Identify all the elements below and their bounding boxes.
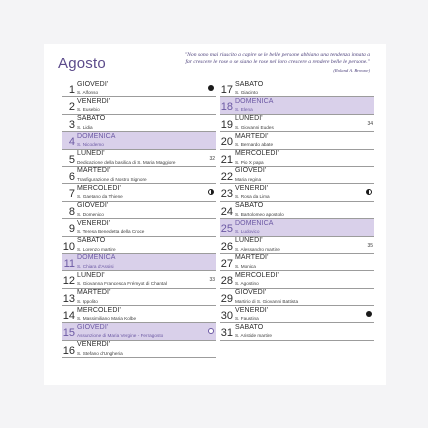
saint-name: S. Lorenzo martire: [77, 246, 116, 252]
weekday-name: LUNEDI': [77, 271, 105, 279]
weekday-name: VENERDI': [77, 219, 111, 227]
day-number: 4: [68, 136, 75, 149]
day-row[interactable]: [62, 289, 216, 306]
moon-phase-icon: [366, 311, 372, 317]
day-row[interactable]: [220, 167, 374, 184]
day-row[interactable]: [220, 150, 374, 167]
saint-name: S. Giacinto: [235, 90, 258, 95]
weekday-name: SABATO: [77, 237, 106, 245]
saint-name: S. Stefano d'Ungheria: [77, 350, 123, 356]
week-number: 32: [209, 155, 215, 162]
week-number: 33: [209, 277, 215, 284]
weekday-name: GIOVEDI': [77, 202, 109, 210]
day-row[interactable]: [220, 184, 374, 201]
weekday-name: MERCOLEDI': [235, 271, 279, 279]
saint-name: S. Nicodemo: [77, 142, 104, 148]
day-row[interactable]: [62, 219, 216, 236]
weekday-name: DOMENICA: [235, 219, 274, 227]
weekday-name: MERCOLEDI': [235, 150, 279, 158]
day-number: 10: [62, 240, 75, 253]
day-row[interactable]: [62, 237, 216, 254]
saint-name: S. Bartolomeo apostolo: [235, 211, 284, 217]
week-number: 35: [367, 242, 373, 249]
weekday-name: VENERDI': [77, 97, 111, 105]
weekday-name: GIOVEDI': [235, 167, 267, 175]
weekday-name: MARTEDI': [235, 132, 269, 140]
weekday-name: LUNEDI': [235, 237, 263, 245]
saint-name: S. Gaetano da Thiene: [77, 194, 123, 200]
day-row[interactable]: [220, 323, 374, 340]
saint-name: S. Massimiliano Maria Kolbe: [77, 316, 137, 322]
day-number: 15: [62, 327, 75, 340]
day-number: 9: [68, 223, 75, 236]
days-column-left: [62, 80, 216, 358]
day-number: 23: [220, 188, 233, 201]
weekday-name: SABATO: [77, 115, 106, 123]
day-number: 21: [220, 153, 233, 166]
saint-name: S. Eusebio: [77, 107, 100, 113]
day-number: 18: [220, 101, 233, 114]
day-number: 17: [220, 84, 233, 96]
day-row[interactable]: [62, 132, 216, 149]
weekday-name: MERCOLEDI': [77, 306, 121, 314]
day-number: 30: [220, 310, 233, 323]
moon-phase-icon: [366, 189, 372, 195]
saint-name: S. Bernardo abate: [235, 142, 274, 148]
saint-name: Martirio di S. Giovanni Battista: [235, 298, 299, 304]
weekday-name: MARTEDI': [77, 289, 111, 297]
weekday-name: DOMENICA: [77, 254, 116, 262]
day-row[interactable]: [62, 271, 216, 288]
day-number: 5: [68, 153, 75, 166]
weekday-name: VENERDI': [235, 306, 269, 314]
saint-name: Dedicazione della basilica di S. Maria Maggiore: [77, 159, 176, 165]
day-row[interactable]: [62, 97, 216, 114]
weekday-name: SABATO: [235, 323, 264, 331]
quote-block: [180, 52, 370, 74]
weekday-name: VENERDI': [77, 341, 111, 349]
saint-name: S. Ludovico: [235, 229, 260, 235]
day-number: 19: [220, 118, 233, 131]
day-row[interactable]: [220, 271, 374, 288]
day-number: 6: [68, 170, 75, 183]
day-number: 16: [62, 344, 75, 357]
saint-name: S. Alfonso: [77, 90, 99, 95]
weekday-name: SABATO: [235, 80, 264, 88]
weekday-name: GIOVEDI': [77, 80, 109, 88]
day-number: 24: [220, 205, 233, 218]
saint-name: S. Aristide martire: [235, 333, 272, 339]
day-row[interactable]: [220, 202, 374, 219]
day-number: 7: [68, 188, 75, 201]
weekday-name: SABATO: [235, 202, 264, 210]
day-row[interactable]: [220, 97, 374, 114]
day-row[interactable]: [62, 306, 216, 323]
day-row[interactable]: [62, 80, 216, 97]
day-number: 14: [62, 310, 75, 323]
saint-name: S. Giovanna Francesca Frémyot di Chantal: [77, 281, 167, 287]
saint-name: S. Domenico: [77, 211, 104, 217]
day-row[interactable]: [62, 150, 216, 167]
weekday-name: DOMENICA: [77, 132, 116, 140]
day-row[interactable]: [220, 115, 374, 132]
day-number: 3: [68, 118, 75, 131]
moon-phase-icon: [208, 85, 214, 91]
day-row[interactable]: [220, 237, 374, 254]
weekday-name: GIOVEDI': [235, 289, 267, 297]
day-number: 29: [220, 292, 233, 305]
day-row[interactable]: [62, 323, 216, 340]
day-number: 22: [220, 170, 233, 183]
saint-name: S. Agostino: [235, 281, 259, 287]
day-row[interactable]: [62, 115, 216, 132]
day-row[interactable]: [220, 289, 374, 306]
day-number: 8: [68, 205, 75, 218]
weekday-name: VENERDI': [235, 184, 269, 192]
day-row[interactable]: [220, 132, 374, 149]
weekday-name: MERCOLEDI': [77, 184, 121, 192]
weekday-name: MARTEDI': [235, 254, 269, 262]
day-number: 1: [68, 84, 75, 96]
saint-name: S. Giovanni Eudes: [235, 124, 274, 130]
day-number: 25: [220, 223, 233, 236]
day-row[interactable]: [62, 254, 216, 271]
day-number: 2: [68, 101, 75, 114]
saint-name: Trasfigurazione di Nostro Signore: [77, 176, 147, 182]
saint-name: S. Elena: [235, 107, 253, 113]
day-number: 27: [220, 257, 233, 270]
day-row[interactable]: [62, 184, 216, 201]
weekday-name: DOMENICA: [235, 97, 274, 105]
moon-phase-icon: [208, 328, 214, 334]
day-row[interactable]: [62, 202, 216, 219]
saint-name: S. Alessandro martire: [235, 246, 280, 252]
weekday-name: LUNEDI': [235, 115, 263, 123]
day-row[interactable]: [220, 254, 374, 271]
quote-author: (Roland A. Browne): [333, 67, 370, 73]
saint-name: Assunzione di Maria Vergine - Ferragosto: [77, 333, 164, 339]
quote-text: "Non sono mai riuscito a capire se le belle persone abbiano una tendenza innata a far crescere le rose o se siano le rose nel loro crescere a rendere belle le persone.": [184, 52, 370, 66]
weekday-name: GIOVEDI': [77, 323, 109, 331]
day-row[interactable]: [62, 167, 216, 184]
week-number: 34: [367, 120, 373, 127]
day-row[interactable]: [220, 80, 374, 97]
saint-name: S. Rosa da Lima: [235, 194, 270, 200]
day-row[interactable]: [62, 341, 216, 358]
day-row[interactable]: [220, 219, 374, 236]
day-row[interactable]: [220, 306, 374, 323]
saint-name: Maria regina: [235, 176, 262, 182]
saint-name: S. Monica: [235, 263, 256, 269]
saint-name: S. Ippolito: [77, 298, 98, 304]
saint-name: S. Pio X papa: [235, 159, 264, 165]
saint-name: S. Teresa Benedetta della Croce: [77, 229, 145, 235]
weekday-name: LUNEDI': [77, 150, 105, 158]
days-column-right: [220, 80, 374, 341]
day-number: 31: [220, 327, 233, 340]
saint-name: S. Chiara d'Assisi: [77, 263, 114, 269]
day-number: 20: [220, 136, 233, 149]
day-number: 12: [62, 275, 75, 288]
saint-name: S. Faustina: [235, 316, 259, 322]
day-number: 13: [62, 292, 75, 305]
weekday-name: MARTEDI': [77, 167, 111, 175]
day-number: 28: [220, 275, 233, 288]
month-title: Agosto: [58, 55, 106, 72]
day-number: 26: [220, 240, 233, 253]
day-number: 11: [63, 257, 75, 270]
saint-name: S. Lidia: [77, 124, 93, 130]
moon-phase-icon: [208, 189, 214, 195]
